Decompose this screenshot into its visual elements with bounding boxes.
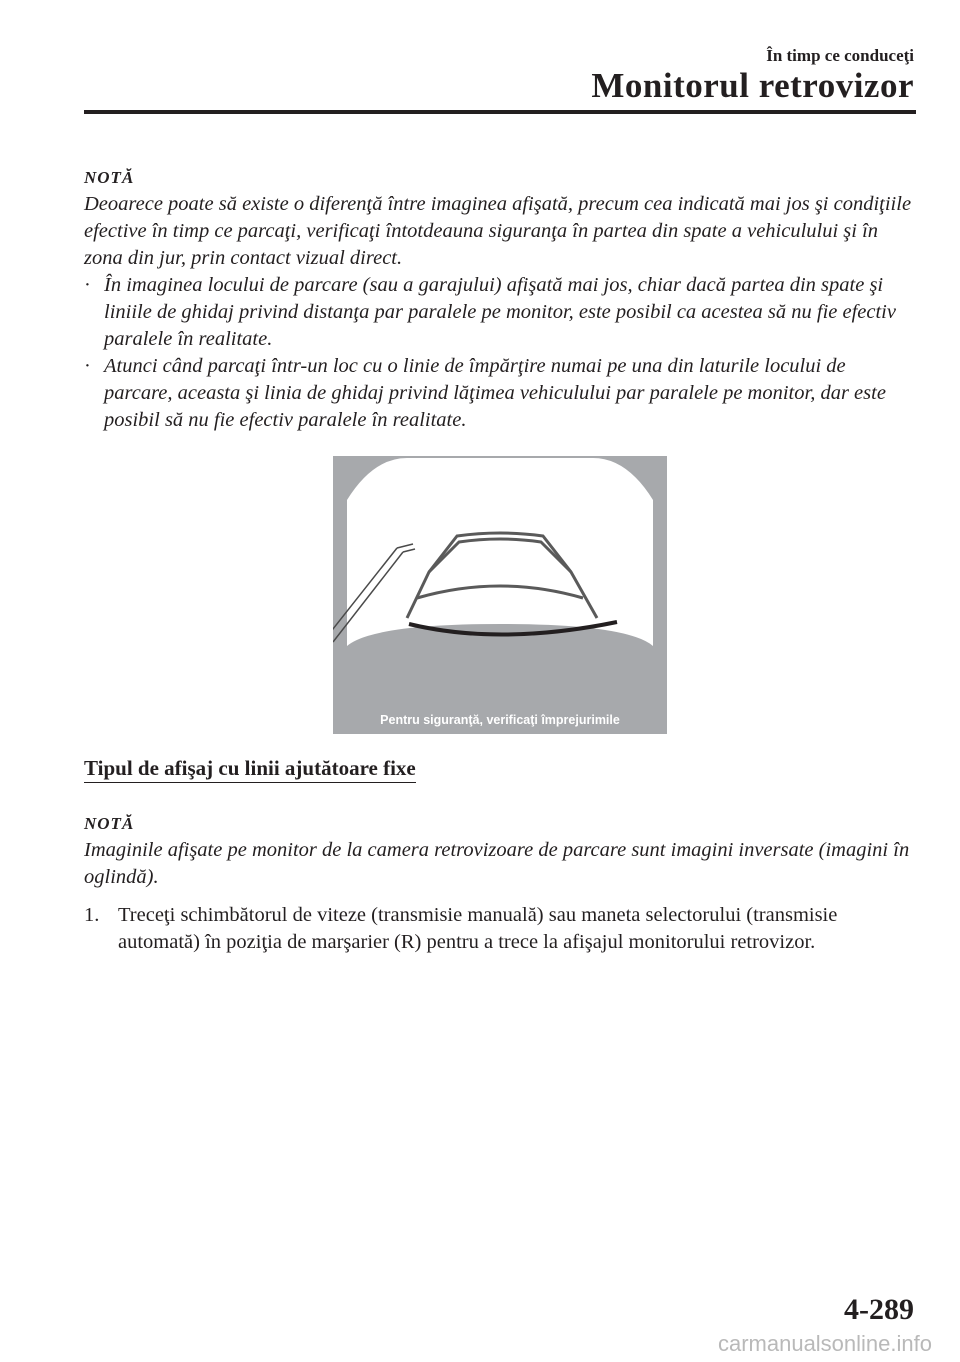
note-heading: NOTĂ bbox=[84, 814, 135, 833]
bullet-dot-icon: · bbox=[84, 274, 91, 296]
bullet-text: În imaginea locului de parcare (sau a garajului) afişată mai jos, chiar dacă partea din spate şi liniile de ghidaj privind distanţa par paralele pe monitor, este posibil ca acestea să nu fie efectiv paralele în realitate. bbox=[104, 274, 896, 350]
header-rule bbox=[84, 110, 916, 114]
note-text: Imaginile afişate pe monitor de la camera retrovizoare de parcare sunt imagini inversate (imagini în oglindă). bbox=[84, 839, 910, 888]
note-bullet bbox=[84, 353, 919, 434]
note-text: Deoarece poate să existe o diferenţă între imaginea afişată, precum cea indicată mai jos şi condiţiile efective în timp ce parcaţi, verificaţi întotdeauna siguranţa în partea din spate a vehiculului şi în zona din jur, prin contact vizual direct. bbox=[84, 193, 912, 269]
step-item bbox=[84, 902, 919, 956]
steps-list bbox=[84, 902, 919, 956]
page-title: Monitorul retrovizor bbox=[591, 66, 914, 105]
note-heading: NOTĂ bbox=[84, 168, 135, 187]
rear-camera-diagram bbox=[333, 456, 667, 734]
section-label: În timp ce conduceţi bbox=[766, 46, 914, 65]
section-subheading: Tipul de afişaj cu linii ajutătoare fixe bbox=[84, 756, 416, 783]
step-text: Treceţi schimbătorul de viteze (transmisie manuală) sau maneta selectorului (transmisie automată) în poziţia de marşarier (R) pentru a trece la afişajul monitorului retrovizor. bbox=[118, 904, 838, 953]
bullet-text: Atunci când parcaţi într-un loc cu o linie de împărţire numai pe una din laturile locului de parcare, aceasta şi linia de ghidaj privind lăţimea vehiculului par paralele pe monitor, dar este posibil să nu fie efectiv paralele în realitate. bbox=[104, 355, 886, 431]
rear-camera-illustration bbox=[333, 456, 667, 734]
step-number: 1. bbox=[84, 904, 100, 926]
note-block-1 bbox=[84, 164, 919, 434]
note-bullet bbox=[84, 272, 919, 353]
page-number: 4-289 bbox=[844, 1293, 914, 1326]
watermark: carmanualsonline.info bbox=[717, 1331, 932, 1356]
bullet-dot-icon: · bbox=[84, 355, 91, 377]
note-block-2 bbox=[84, 810, 919, 891]
diagram-caption: Pentru siguranţă, verificaţi împrejurimile bbox=[380, 713, 620, 727]
